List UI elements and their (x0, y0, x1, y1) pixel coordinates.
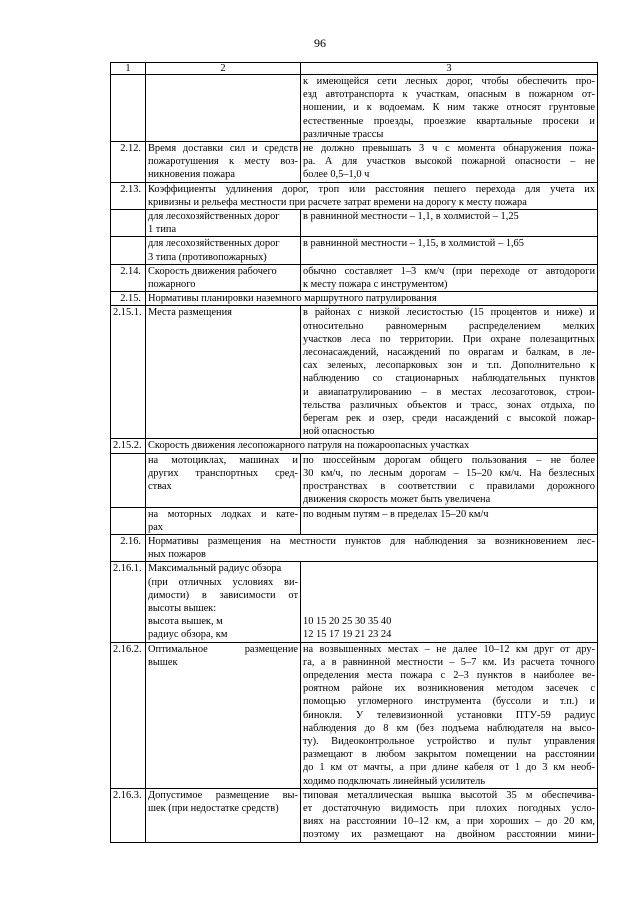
norm-name (146, 507, 301, 534)
text-line: определения места пожара с 2–3 пунктов в наиболее ве- (303, 669, 595, 681)
text-line: тельства различных объектов и трасс, зонах отдыха, по (303, 399, 595, 411)
table-row-2-15-2 (111, 439, 598, 453)
norm-name (146, 562, 301, 642)
norm-name (146, 788, 301, 842)
column-header-1: 1 (111, 63, 146, 75)
table-row-2-16-1 (111, 562, 598, 642)
norm-value (301, 453, 598, 507)
row-number: 2.15.1. (111, 306, 146, 439)
text-line: других транспортных сред- (148, 467, 298, 479)
section-title (146, 534, 598, 561)
row-number: 2.16.1. (111, 562, 146, 642)
tower-heights: 10 15 20 25 30 35 40 (303, 616, 392, 628)
row-number: 2.14. (111, 264, 146, 291)
table-row-2-15 (111, 292, 598, 306)
text-line: не должно превышать 3 ч с момента обнаружения пожа- (303, 143, 595, 155)
table-row-2-14 (111, 264, 598, 291)
text-line: до 1 км от мачты, а при длине кабеля от 1 до 3 км необ- (303, 762, 595, 774)
text-line: на мотоциклах, машинах и (148, 454, 298, 466)
text-line: пространствах в соответствии с правилами дорожного (303, 481, 595, 493)
text-line: (при отличных условиях ви- (148, 576, 298, 588)
text-line: 3 типа (противопожарных) (148, 251, 267, 263)
row-number: 2.15.2. (111, 439, 146, 453)
text-line: ных пожаров (148, 549, 206, 561)
section-title: Нормативы планировки наземного маршрутного патрулирования (146, 292, 598, 306)
table-header-row (111, 63, 598, 75)
table-row-2-13 (111, 182, 598, 209)
text-line: роятном районе их возникновения методом засечек с (303, 683, 595, 695)
table-row-2-16-3 (111, 788, 598, 842)
text-line: Допустимое размещение вы- (148, 789, 298, 801)
norm-value (301, 642, 598, 788)
norms-table (110, 62, 597, 843)
table-row-2-15-1 (111, 306, 598, 439)
norm-value: в равнинной местности – 1,15, в холмистой – 1,65 (301, 237, 598, 264)
text-line: ствах (148, 481, 172, 493)
text-line: кривизны и рельефа местности при расчете затрат времени на дорогу к месту пожара (148, 196, 527, 208)
table-subrow (111, 453, 598, 507)
norm-value: по водным путям – в пределах 15–20 км/ч (301, 507, 598, 534)
column-header-2: 2 (146, 63, 301, 75)
row-number: 2.12. (111, 142, 146, 183)
text-line: берегам рек и озер, среди насаждений с высокой пожар- (303, 413, 595, 425)
text-line: шек (при недостатке средств) (148, 802, 279, 814)
text-line: ту). Видеоконтрольное устройство и пульт управления (303, 735, 595, 747)
text-line: ной опасностью (303, 426, 375, 438)
text-line: езд автотранспорта к участкам, опасным в пожарном от- (303, 89, 595, 101)
text-line: Оптимальное размещение (148, 643, 298, 655)
text-line: к месту пожара с инструментом) (303, 279, 448, 291)
table-row-continuation (111, 75, 598, 142)
text-line: типовая металлическая вышка высотой 35 м обеспечива- (303, 789, 595, 801)
text-line: участков леса по территории. При охране полезащитных (303, 333, 595, 345)
text-line: рах (148, 521, 164, 533)
row-number: 2.13. (111, 182, 146, 209)
norm-name (146, 642, 301, 788)
text-line: помощью угломерного инструмента (буссоли и т.п.) и (303, 696, 595, 708)
text-line: обычно составляет 1–3 км/ч (при переходе от автодороги (303, 265, 595, 277)
norm-value (301, 264, 598, 291)
text-line: пожарного (148, 279, 196, 291)
text-line: Нормативы размещения на местности пунктов для наблюдения за возникновением лес- (148, 535, 595, 547)
row-number: 2.16.3. (111, 788, 146, 842)
section-title: Скорость движения лесопожарного патруля на пожароопасных участках (146, 439, 598, 453)
text-line: 30 км/ч, по лесным дорогам – 15–20 км/ч. На безлесных (303, 467, 595, 479)
text-line: 1 типа (148, 224, 177, 236)
table-row-2-16 (111, 534, 598, 561)
text-line: Максимальный радиус обзора (148, 563, 282, 575)
norm-name (146, 210, 301, 237)
norm-name (146, 264, 301, 291)
text-line: пожаротушения к месту воз- (148, 156, 298, 168)
text-line: поэтому их размещают на двойном расстоянии мини- (303, 829, 595, 841)
text-line: различные трассы (303, 128, 384, 140)
norm-value (301, 788, 598, 842)
text-line: лесонасаждений, насаждений по оврагам и балкам, в ле- (303, 347, 595, 359)
text-line: Время доставки сил и средств (148, 143, 298, 155)
table-row-2-12 (111, 142, 598, 183)
table-subrow (111, 210, 598, 237)
table-subrow (111, 507, 598, 534)
text-line: на возвышенных местах – не далее 10–12 км друг от дру- (303, 643, 595, 655)
text-line: и авиапатрулированию – в местах лесозаготовок, строи- (303, 386, 595, 398)
text-line: вышек (148, 656, 178, 668)
text-line: димости) в зависимости от (148, 589, 298, 601)
text-line: никновения пожара (148, 169, 235, 181)
text-line: на моторных лодках и кате- (148, 508, 298, 520)
row-number: 2.15. (111, 292, 146, 306)
table-subrow (111, 237, 598, 264)
text-line: наблюдению со стационарных наблюдательных пунктов (303, 373, 595, 385)
section-title (146, 182, 598, 209)
norm-name (146, 142, 301, 183)
text-line: в районах с низкой лесистостью (15 процентов и ниже) и (303, 307, 595, 319)
norm-value (301, 142, 598, 183)
text-line: виях на расстоянии 10–12 км, а при хороших – до 20 км, (303, 816, 595, 828)
norm-name: Места размещения (146, 306, 301, 439)
text-line: для лесохозяйственных дорог (148, 238, 280, 250)
page-number: 96 (314, 36, 326, 50)
text-line: ра. А для участков высокой пожарной опасности – не (303, 156, 595, 168)
text-line: к имеющейся сети лесных дорог, чтобы обеспечить про- (303, 76, 595, 87)
text-line: движения скорость может быть увеличена (303, 494, 491, 506)
text-line: сах зеленых, лесопарковых зон и т.п. Дополнительно к (303, 360, 595, 372)
text-line: ношении, и к водоемам. К ним также относят грунтовые (303, 102, 595, 114)
text-line: га, а в равнинной местности – 5–7 км. Из расчета точного (303, 656, 595, 668)
norm-value (301, 562, 598, 642)
text-line: ходимо подключать линейный усилитель (303, 775, 486, 787)
text-line: радиус обзора, км (148, 629, 228, 641)
norm-name (146, 453, 301, 507)
text-line: размещают в любом закрытом помещении на расстоянии (303, 749, 595, 761)
continuation-text (301, 75, 598, 142)
column-header-3: 3 (301, 63, 598, 75)
text-line: Скорость движения рабочего (148, 265, 277, 277)
view-radii: 12 15 17 19 21 23 24 (303, 629, 392, 641)
text-line: высота вышек, м (148, 616, 223, 628)
text-line: высоты вышек: (148, 602, 217, 614)
text-line: наблюдения до 8 км (без подъема наблюдателя на высо- (303, 722, 595, 734)
text-line: для лесохозяйственных дорог (148, 211, 280, 223)
norm-value: в равнинной местности – 1,1, в холмистой – 1,25 (301, 210, 598, 237)
text-line: относительно равномерным распределением мелких (303, 320, 595, 332)
norm-name (146, 237, 301, 264)
text-line: по шоссейным дорогам общего пользования – не более (303, 454, 595, 466)
norm-value (301, 306, 598, 439)
text-line: ет достаточную видимость при плохих погодных усло- (303, 802, 595, 814)
text-line: Коэффициенты удлинения дорог, троп или расстояния пешего перехода для учета их (148, 183, 595, 195)
table-row-2-16-2 (111, 642, 598, 788)
text-line: естественные проезды, проезжие квартальные просеки и (303, 115, 595, 127)
row-number: 2.16. (111, 534, 146, 561)
text-line: более 0,5–1,0 ч (303, 169, 370, 181)
row-number: 2.16.2. (111, 642, 146, 788)
text-line: бинокля. У телевизионной установки ПТУ-59 радиус (303, 709, 595, 721)
